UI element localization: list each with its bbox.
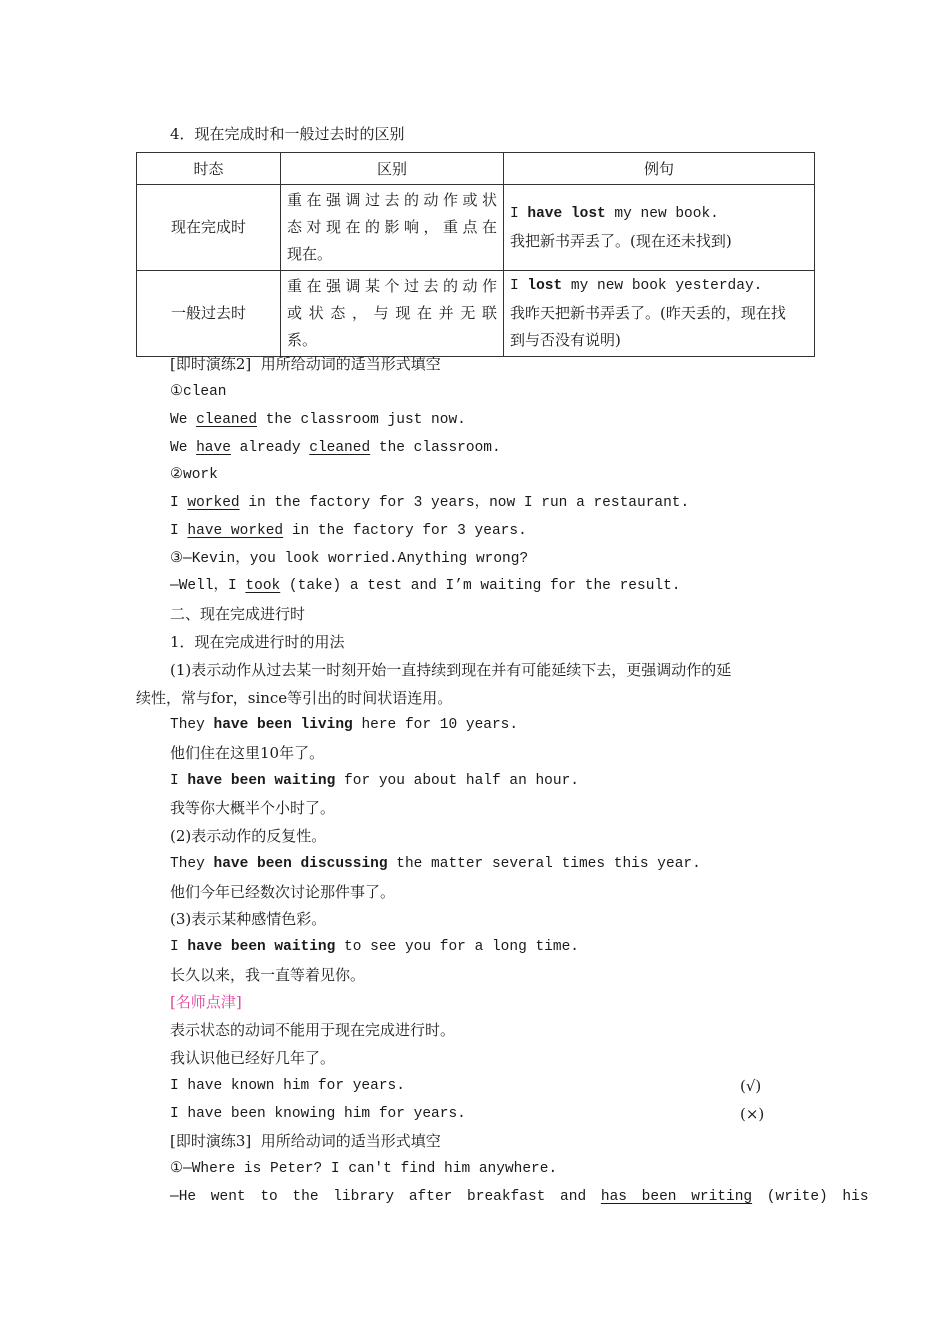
difference-line: 现在。 <box>287 245 333 263</box>
example-translation: 到与否没有说明) <box>510 331 621 349</box>
question-label: ①clean <box>170 384 227 400</box>
table-header: 例句 <box>504 153 815 185</box>
answer: took <box>245 578 281 594</box>
paragraph-line: 续性，常与for，since等引出的时间状语连用。 <box>136 689 453 707</box>
subsection-title: 1．现在完成进行时的用法 <box>170 633 345 651</box>
table-header: 区别 <box>281 153 504 185</box>
exercise-line: We cleaned the classroom just now. <box>170 412 466 428</box>
difference-line: 或状态，与现在并无联 <box>287 304 497 322</box>
exercise-line: —Well，I took (take) a test and I’m waiting for the result. <box>170 578 681 594</box>
example-translation: 我等你大概半个小时了。 <box>170 799 336 817</box>
exercise-line: —He went to the library after breakfast and has been writing (write) his <box>170 1189 869 1205</box>
tense-cell: 现在完成时 <box>137 185 281 271</box>
example-sentence: They have been discussing the matter several times this year. <box>170 856 701 872</box>
comparison-table <box>136 152 815 357</box>
check-mark: (√) <box>740 1077 762 1095</box>
answer: worked <box>187 495 240 511</box>
difference-cell <box>281 271 504 357</box>
difference-line: 重在强调过去的动作或状 <box>287 191 497 209</box>
exercise-line: I have worked in the factory for 3 years. <box>170 523 527 539</box>
answer: have worked <box>187 523 284 539</box>
example-sentence: I have lost my new book. <box>510 205 719 222</box>
cross-mark: (×) <box>740 1105 765 1123</box>
example-sentence: They have been living here for 10 years. <box>170 717 519 733</box>
example-translation: 他们今年已经数次讨论那件事了。 <box>170 883 396 901</box>
table-row <box>137 271 815 357</box>
table-row <box>137 185 815 271</box>
difference-line: 重在强调某个过去的动作 <box>287 277 497 295</box>
table-header-row <box>137 153 815 185</box>
drill-title: [即时演练3] 用所给动词的适当形式填空 <box>170 1132 441 1150</box>
answer: cleaned <box>309 440 371 456</box>
tip-label: [名师点津] <box>170 993 242 1011</box>
example-sentence: I lost my new book yesterday. <box>510 278 763 294</box>
answer: have <box>196 440 231 456</box>
paragraph-line: (1)表示动作从过去某一时刻开始一直持续到现在并有可能延续下去，更强调动作的延 <box>170 661 732 679</box>
exercise-line: ③—Kevin，you look worried.Anything wrong? <box>170 551 529 567</box>
section-title: 二、现在完成进行时 <box>170 605 306 623</box>
wrong-sentence: I have been knowing him for years. <box>170 1106 466 1122</box>
section-title: 4．现在完成时和一般过去时的区别 <box>170 125 405 143</box>
tip-text: 表示状态的动词不能用于现在完成进行时。 <box>170 1021 456 1039</box>
question-label: ②work <box>170 467 218 483</box>
difference-line: 系。 <box>287 331 318 349</box>
paragraph-line: (2)表示动作的反复性。 <box>170 827 327 845</box>
difference-cell <box>281 185 504 271</box>
exercise-line: ①—Where is Peter? I can't find him anywhere. <box>170 1161 558 1177</box>
example-sentence: I have been waiting for you about half an hour. <box>170 773 579 789</box>
tense-cell: 一般过去时 <box>137 271 281 357</box>
exercise-line: I worked in the factory for 3 years，now I run a restaurant. <box>170 495 690 511</box>
exercise-line: We have already cleaned the classroom. <box>170 440 501 456</box>
example-translation: 我昨天把新书弄丢了。(昨天丢的，现在找 <box>510 304 786 322</box>
example-cell <box>504 271 815 357</box>
answer: cleaned <box>196 412 258 428</box>
drill-title: [即时演练2] 用所给动词的适当形式填空 <box>170 355 441 373</box>
answer: has been writing <box>600 1189 753 1205</box>
example-sentence: I have been waiting to see you for a long time. <box>170 939 579 955</box>
example-translation: 他们住在这里10年了。 <box>170 744 325 762</box>
paragraph-line: (3)表示某种感情色彩。 <box>170 910 327 928</box>
example-translation: 我把新书弄丢了。(现在还未找到) <box>510 231 732 250</box>
difference-line: 态对现在的影响，重点在 <box>287 218 497 236</box>
table-header: 时态 <box>137 153 281 185</box>
tip-translation: 我认识他已经好几年了。 <box>170 1049 336 1067</box>
example-translation: 长久以来，我一直等着见你。 <box>170 966 366 984</box>
example-cell <box>504 185 815 271</box>
correct-sentence: I have known him for years. <box>170 1078 405 1094</box>
